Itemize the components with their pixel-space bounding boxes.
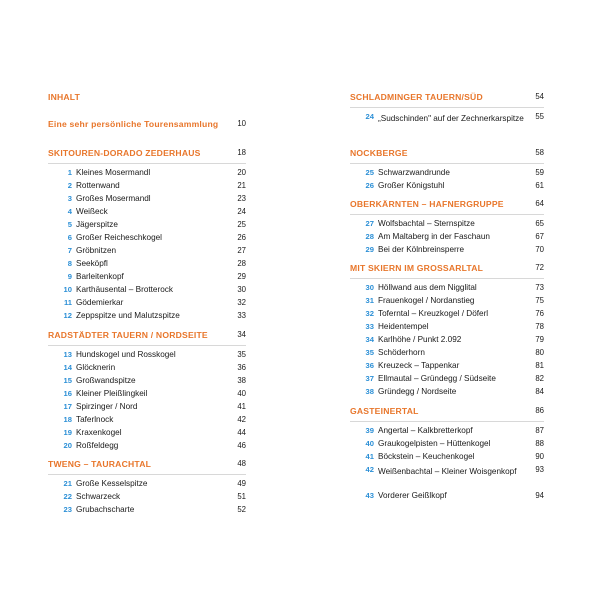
entry-number: 27 xyxy=(365,219,374,228)
section-page-number: 54 xyxy=(535,92,544,101)
toc-entry xyxy=(350,322,544,335)
entry-title: Roßfeldegg xyxy=(76,441,119,450)
section-page-number: 18 xyxy=(237,148,246,157)
entry-page-number: 61 xyxy=(535,181,544,190)
toc-entry xyxy=(48,272,246,285)
toc-entry xyxy=(48,298,246,311)
entry-number: 31 xyxy=(365,296,374,305)
entry-number: 38 xyxy=(365,387,374,396)
section-page-number: 72 xyxy=(535,263,544,272)
entry-page-number: 79 xyxy=(535,335,544,344)
entry-title: Weißenbachtal – Kleiner Woisgenkopf xyxy=(378,467,517,476)
toc-entry xyxy=(48,376,246,389)
entry-number: 29 xyxy=(365,245,374,254)
entry-page-number: 84 xyxy=(535,387,544,396)
entry-number: 42 xyxy=(365,465,374,474)
entry-title: Gödemierkar xyxy=(76,298,124,307)
entry-page-number: 70 xyxy=(535,245,544,254)
entry-page-number: 42 xyxy=(237,415,246,424)
entry-title: Wolfsbachtal – Sternspitze xyxy=(378,219,475,228)
toc-entry xyxy=(350,465,544,491)
section-page-number: 58 xyxy=(535,148,544,157)
toc-entry xyxy=(48,220,246,233)
toc-section xyxy=(48,92,246,103)
entry-page-number: 36 xyxy=(237,363,246,372)
entry-page-number: 49 xyxy=(237,479,246,488)
entry-page-number: 65 xyxy=(535,219,544,228)
toc-entry xyxy=(48,194,246,207)
entry-title: Karlhöhe / Punkt 2.092 xyxy=(378,335,462,344)
entry-title: Frauenkogel / Nordanstieg xyxy=(378,296,475,305)
entry-title: „Sudschinden" auf der Zechnerkarspitze xyxy=(378,114,524,123)
entry-number: 10 xyxy=(63,285,72,294)
entry-number: 18 xyxy=(63,415,72,424)
entry-page-number: 35 xyxy=(237,350,246,359)
toc-entry xyxy=(48,492,246,505)
entry-title: Graukogelpisten – Hüttenkogel xyxy=(378,439,491,448)
entry-title: Taferlnock xyxy=(76,415,114,424)
toc-entry xyxy=(350,491,544,504)
entry-title: Am Maltaberg in der Faschaun xyxy=(378,232,490,241)
toc-entry xyxy=(48,350,246,363)
toc-entry xyxy=(350,374,544,387)
entry-title: Großer Reicheschkogel xyxy=(76,233,163,242)
entry-number: 14 xyxy=(63,363,72,372)
entry-title: Großer Königstuhl xyxy=(378,181,445,190)
entry-title: Bei der Kölnbreinsperre xyxy=(378,245,465,254)
entry-page-number: 21 xyxy=(237,181,246,190)
entry-page-number: 82 xyxy=(535,374,544,383)
entry-number: 39 xyxy=(365,426,374,435)
entry-number: 21 xyxy=(63,479,72,488)
entry-title: Weißeck xyxy=(76,207,108,216)
entry-page-number: 20 xyxy=(237,168,246,177)
entry-page-number: 59 xyxy=(535,168,544,177)
toc-entry xyxy=(350,387,544,400)
entry-number: 12 xyxy=(63,311,72,320)
entry-number: 33 xyxy=(365,322,374,331)
entry-title: Kleiner Pleißlingkeil xyxy=(76,389,148,398)
entry-title: Schöderhorn xyxy=(378,348,425,357)
entry-title: Toferntal – Kreuzkogel / Döferl xyxy=(378,309,489,318)
section-divider xyxy=(48,345,246,346)
entry-number: 20 xyxy=(63,441,72,450)
toc-entry xyxy=(48,479,246,492)
entry-page-number: 78 xyxy=(535,322,544,331)
section-title: GASTEINERTAL xyxy=(350,406,419,416)
toc-entry xyxy=(48,505,246,518)
entry-title: Jägerspitze xyxy=(76,220,118,229)
section-header xyxy=(350,406,544,417)
entry-title: Karthäusental – Brotterock xyxy=(76,285,173,294)
section-divider xyxy=(350,421,544,422)
entry-number: 4 xyxy=(67,207,72,216)
entry-number: 25 xyxy=(365,168,374,177)
toc-entry xyxy=(48,363,246,376)
entry-number: 24 xyxy=(365,112,374,121)
entry-page-number: 93 xyxy=(535,465,544,474)
toc-entry xyxy=(350,245,544,258)
section-header xyxy=(350,199,544,210)
entry-page-number: 24 xyxy=(237,207,246,216)
entry-number: 35 xyxy=(365,348,374,357)
entry-title: Gründegg / Nordseite xyxy=(378,387,457,396)
entry-title: Glöcknerin xyxy=(76,363,116,372)
entry-title: Höllwand aus dem Nigglital xyxy=(378,283,477,292)
toc-entry xyxy=(48,246,246,259)
entry-number: 22 xyxy=(63,492,72,501)
toc-entry xyxy=(350,309,544,322)
toc-section xyxy=(350,92,544,138)
entry-title: Rottenwand xyxy=(76,181,120,190)
section-header xyxy=(350,148,544,159)
entry-page-number: 73 xyxy=(535,283,544,292)
entry-title: Ellmautal – Gründegg / Südseite xyxy=(378,374,496,383)
entry-number: 37 xyxy=(365,374,374,383)
section-title: SCHLADMINGER TAUERN/SÜD xyxy=(350,92,483,102)
entry-page-number: 28 xyxy=(237,259,246,268)
entry-title: Kleines Mosermandl xyxy=(76,168,151,177)
entry-page-number: 94 xyxy=(535,491,544,500)
toc-section xyxy=(48,459,246,518)
entry-page-number: 51 xyxy=(237,492,246,501)
entry-page-number: 30 xyxy=(237,285,246,294)
entry-page-number: 26 xyxy=(237,233,246,242)
section-page-number: 10 xyxy=(237,119,246,128)
toc-entry xyxy=(48,207,246,220)
toc-entry xyxy=(48,233,246,246)
section-header xyxy=(48,459,246,470)
section-page-number: 34 xyxy=(237,330,246,339)
entry-title: Schwarzeck xyxy=(76,492,121,501)
entry-title: Große Kesselspitze xyxy=(76,479,148,488)
toc-entry xyxy=(350,232,544,245)
entry-title: Gröbnitzen xyxy=(76,246,117,255)
entry-page-number: 29 xyxy=(237,272,246,281)
entry-title: Schwarzwandrunde xyxy=(378,168,450,177)
entry-page-number: 81 xyxy=(535,361,544,370)
toc-entry xyxy=(350,296,544,309)
toc-entry xyxy=(350,361,544,374)
section-title: RADSTÄDTER TAUERN / NORDSEITE xyxy=(48,330,208,340)
entry-number: 40 xyxy=(365,439,374,448)
entry-title: Barleitenkopf xyxy=(76,272,124,281)
entry-page-number: 52 xyxy=(237,505,246,514)
entry-number: 13 xyxy=(63,350,72,359)
toc-entry xyxy=(350,439,544,452)
toc-entry xyxy=(48,168,246,181)
entry-page-number: 41 xyxy=(237,402,246,411)
entry-page-number: 23 xyxy=(237,194,246,203)
section-title: SKITOUREN-DORADO ZEDERHAUS xyxy=(48,148,201,158)
toc-section xyxy=(350,263,544,400)
toc-entry xyxy=(350,112,544,138)
section-divider xyxy=(350,278,544,279)
section-title: NOCKBERGE xyxy=(350,148,408,158)
entry-number: 23 xyxy=(63,505,72,514)
entry-number: 30 xyxy=(365,283,374,292)
toc-entry xyxy=(350,181,544,194)
section-title: TWENG – TAURACHTAL xyxy=(48,459,152,469)
entry-number: 6 xyxy=(67,233,72,242)
entry-number: 8 xyxy=(67,259,72,268)
entry-number: 19 xyxy=(63,428,72,437)
toc-entry xyxy=(48,181,246,194)
section-header xyxy=(48,119,246,130)
section-divider xyxy=(350,107,544,108)
toc-entry xyxy=(350,335,544,348)
section-divider xyxy=(48,163,246,164)
section-divider xyxy=(350,214,544,215)
toc-entry xyxy=(350,348,544,361)
entry-title: Kraxenkogel xyxy=(76,428,122,437)
entry-title: Hundskogel und Rosskogel xyxy=(76,350,176,359)
entry-number: 28 xyxy=(365,232,374,241)
toc-section xyxy=(350,406,544,504)
toc-section xyxy=(350,148,544,194)
entry-title: Angertal – Kalkbretterkopf xyxy=(378,426,473,435)
toc-entry xyxy=(350,426,544,439)
toc-section xyxy=(350,199,544,258)
entry-number: 26 xyxy=(365,181,374,190)
entry-number: 17 xyxy=(63,402,72,411)
section-title: INHALT xyxy=(48,92,81,102)
entry-page-number: 46 xyxy=(237,441,246,450)
toc-entry xyxy=(48,259,246,272)
entry-number: 2 xyxy=(67,181,72,190)
toc-section xyxy=(48,119,246,130)
entry-number: 41 xyxy=(365,452,374,461)
entry-page-number: 80 xyxy=(535,348,544,357)
entry-title: Seeköpfl xyxy=(76,259,108,268)
entry-page-number: 38 xyxy=(237,376,246,385)
toc-entry xyxy=(48,441,246,454)
section-header xyxy=(350,263,544,274)
entry-title: Grubachscharte xyxy=(76,505,135,514)
entry-page-number: 55 xyxy=(535,112,544,121)
toc-entry xyxy=(350,452,544,465)
entry-page-number: 90 xyxy=(535,452,544,461)
section-page-number: 64 xyxy=(535,199,544,208)
entry-number: 36 xyxy=(365,361,374,370)
toc-entry xyxy=(48,285,246,298)
entry-number: 34 xyxy=(365,335,374,344)
entry-number: 3 xyxy=(67,194,72,203)
section-divider xyxy=(48,474,246,475)
toc-entry xyxy=(350,283,544,296)
entry-title: Böckstein – Keuchenkogel xyxy=(378,452,475,461)
toc-entry xyxy=(48,311,246,324)
entry-page-number: 33 xyxy=(237,311,246,320)
entry-page-number: 40 xyxy=(237,389,246,398)
section-divider xyxy=(350,163,544,164)
entry-number: 5 xyxy=(67,220,72,229)
section-header xyxy=(48,330,246,341)
entry-page-number: 44 xyxy=(237,428,246,437)
entry-number: 16 xyxy=(63,389,72,398)
toc-section xyxy=(48,148,246,324)
entry-page-number: 25 xyxy=(237,220,246,229)
entry-title: Vorderer Geißlkopf xyxy=(378,491,447,500)
entry-number: 32 xyxy=(365,309,374,318)
entry-page-number: 67 xyxy=(535,232,544,241)
entry-number: 1 xyxy=(67,168,72,177)
toc-entry xyxy=(48,415,246,428)
entry-page-number: 88 xyxy=(535,439,544,448)
entry-title: Großes Mosermandl xyxy=(76,194,151,203)
entry-title: Zeppspitze und Malutzspitze xyxy=(76,311,180,320)
entry-title: Spirzinger / Nord xyxy=(76,402,138,411)
section-header xyxy=(48,148,246,159)
section-header xyxy=(48,92,246,103)
toc-entry xyxy=(48,389,246,402)
section-title: OBERKÄRNTEN – HAFNERGRUPPE xyxy=(350,199,504,209)
section-title: Eine sehr persönliche Tourensammlung xyxy=(48,119,219,129)
entry-title: Heidentempel xyxy=(378,322,429,331)
entry-page-number: 27 xyxy=(237,246,246,255)
entry-page-number: 76 xyxy=(535,309,544,318)
entry-title: Großwandspitze xyxy=(76,376,136,385)
section-page-number: 48 xyxy=(237,459,246,468)
entry-number: 15 xyxy=(63,376,72,385)
entry-page-number: 87 xyxy=(535,426,544,435)
entry-title: Kreuzeck – Tappenkar xyxy=(378,361,460,370)
toc-entry xyxy=(350,168,544,181)
toc-entry xyxy=(48,402,246,415)
entry-number: 7 xyxy=(67,246,72,255)
section-page-number: 86 xyxy=(535,406,544,415)
entry-number: 9 xyxy=(67,272,72,281)
toc-entry xyxy=(350,219,544,232)
entry-page-number: 32 xyxy=(237,298,246,307)
entry-number: 43 xyxy=(365,491,374,500)
section-header xyxy=(350,92,544,103)
toc-section xyxy=(48,330,246,454)
section-title: MIT SKIERN IM GROSSARLTAL xyxy=(350,263,484,273)
toc-entry xyxy=(48,428,246,441)
entry-page-number: 75 xyxy=(535,296,544,305)
entry-number: 11 xyxy=(63,298,72,307)
